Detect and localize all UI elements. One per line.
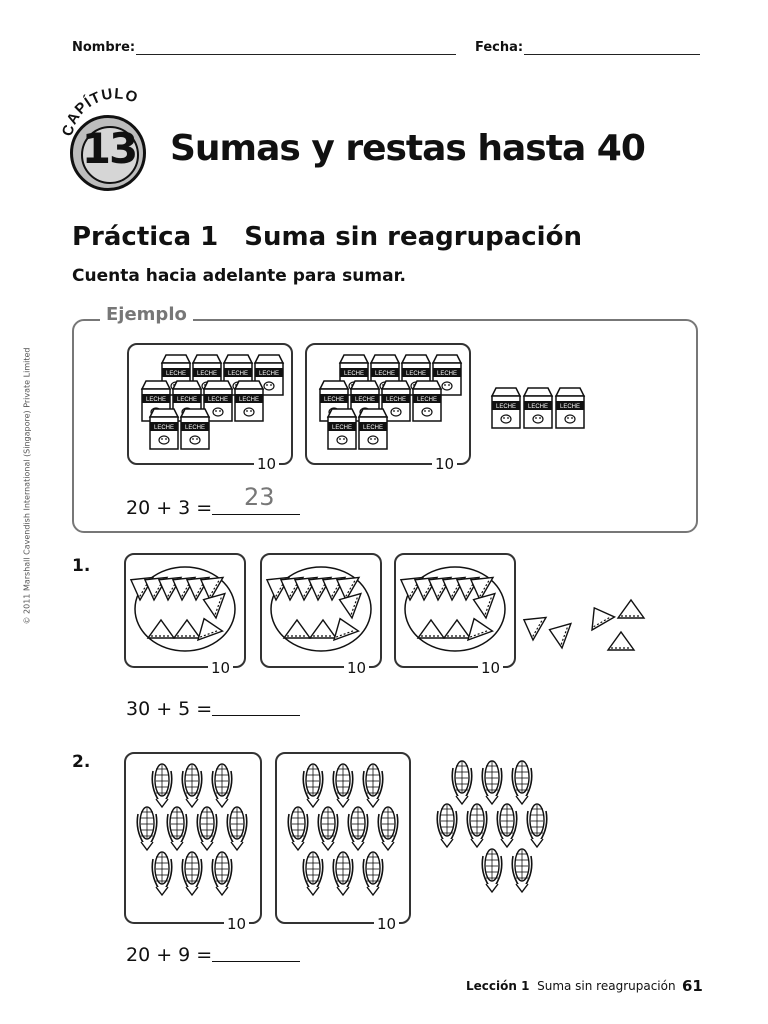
- chapter-title: Sumas y restas hasta 40: [170, 128, 645, 169]
- svg-text:LECHE: LECHE: [145, 397, 167, 403]
- corn-icon: [482, 761, 502, 804]
- example-equation: 20 + 3 =: [126, 497, 213, 519]
- svg-text:LECHE: LECHE: [165, 371, 187, 377]
- problem-number: 1.: [72, 556, 91, 576]
- page-number: 61: [682, 977, 703, 995]
- svg-text:LECHE: LECHE: [405, 371, 427, 377]
- svg-text:LECHE: LECHE: [362, 425, 384, 431]
- group-label: 10: [344, 659, 369, 677]
- date-label: Fecha:: [475, 40, 524, 55]
- corn-icon: [348, 807, 368, 850]
- practice-title: Suma sin reagrupación: [244, 222, 582, 252]
- corn-icon: [212, 852, 232, 895]
- group-label: 10: [432, 455, 457, 473]
- group-label: 10: [374, 915, 399, 933]
- corn-icon: [167, 807, 187, 850]
- svg-text:CAPÍTULO: CAPÍTULO: [59, 85, 141, 138]
- svg-text:LECHE: LECHE: [153, 425, 175, 431]
- corn-icon: [512, 761, 532, 804]
- group-label: 10: [478, 659, 503, 677]
- corn-icon: [303, 852, 323, 895]
- corn-icon: [182, 764, 202, 807]
- svg-text:LECHE: LECHE: [385, 397, 407, 403]
- svg-text:LECHE: LECHE: [331, 425, 353, 431]
- svg-text:LECHE: LECHE: [343, 371, 365, 377]
- svg-text:LECHE: LECHE: [184, 425, 206, 431]
- problem-equation: 20 + 9 =: [126, 944, 213, 966]
- corn-icon: [378, 807, 398, 850]
- problem-equation: 30 + 5 =: [126, 698, 213, 720]
- corn-icon: [197, 807, 217, 850]
- corn-icon: [152, 764, 172, 807]
- corn-icon: [497, 804, 517, 847]
- corn-icon: [482, 849, 502, 892]
- svg-text:LECHE: LECHE: [238, 397, 260, 403]
- corn-icon: [512, 849, 532, 892]
- corn-icon: [152, 852, 172, 895]
- svg-text:LECHE: LECHE: [495, 404, 517, 410]
- example-answer: 23: [244, 483, 275, 511]
- group-label: 10: [208, 659, 233, 677]
- corn-icon: [227, 807, 247, 850]
- svg-text:LECHE: LECHE: [176, 397, 198, 403]
- copyright: © 2011 Marshall Cavendish International (Singapore) Private Limited: [22, 347, 32, 625]
- example-label: Ejemplo: [100, 304, 193, 325]
- svg-text:LECHE: LECHE: [527, 404, 549, 410]
- chapter-number: 13: [81, 124, 137, 173]
- svg-text:LECHE: LECHE: [227, 371, 249, 377]
- problem-number: 2.: [72, 752, 91, 772]
- corn-icon: [333, 764, 353, 807]
- svg-text:LECHE: LECHE: [196, 371, 218, 377]
- footer-lesson: [466, 979, 676, 993]
- problem-answer-blank[interactable]: [212, 961, 300, 962]
- corn-icon: [288, 807, 308, 850]
- svg-text:LECHE: LECHE: [323, 397, 345, 403]
- corn-icon: [452, 761, 472, 804]
- lesson-title: Suma sin reagrupación: [537, 979, 676, 993]
- svg-text:LECHE: LECHE: [354, 397, 376, 403]
- corn-icon: [437, 804, 457, 847]
- corn-icon: [182, 852, 202, 895]
- group-label: 10: [254, 455, 279, 473]
- corn-icon: [467, 804, 487, 847]
- svg-text:LECHE: LECHE: [258, 371, 280, 377]
- corn-icon: [333, 852, 353, 895]
- corn-icon: [303, 764, 323, 807]
- corn-icon: [318, 807, 338, 850]
- corn-icon: [212, 764, 232, 807]
- svg-text:LECHE: LECHE: [436, 371, 458, 377]
- corn-icon: [363, 852, 383, 895]
- instruction: Cuenta hacia adelante para sumar.: [72, 266, 406, 286]
- svg-text:LECHE: LECHE: [207, 397, 229, 403]
- group-label: 10: [224, 915, 249, 933]
- lesson-label: Lección 1: [466, 979, 530, 993]
- corn-icon: [363, 764, 383, 807]
- svg-text:LECHE: LECHE: [559, 404, 581, 410]
- practice-number: Práctica 1: [72, 222, 219, 252]
- name-label: Nombre:: [72, 40, 136, 55]
- corn-icon: [137, 807, 157, 850]
- svg-text:LECHE: LECHE: [374, 371, 396, 377]
- corn-icon: [527, 804, 547, 847]
- svg-text:LECHE: LECHE: [416, 397, 438, 403]
